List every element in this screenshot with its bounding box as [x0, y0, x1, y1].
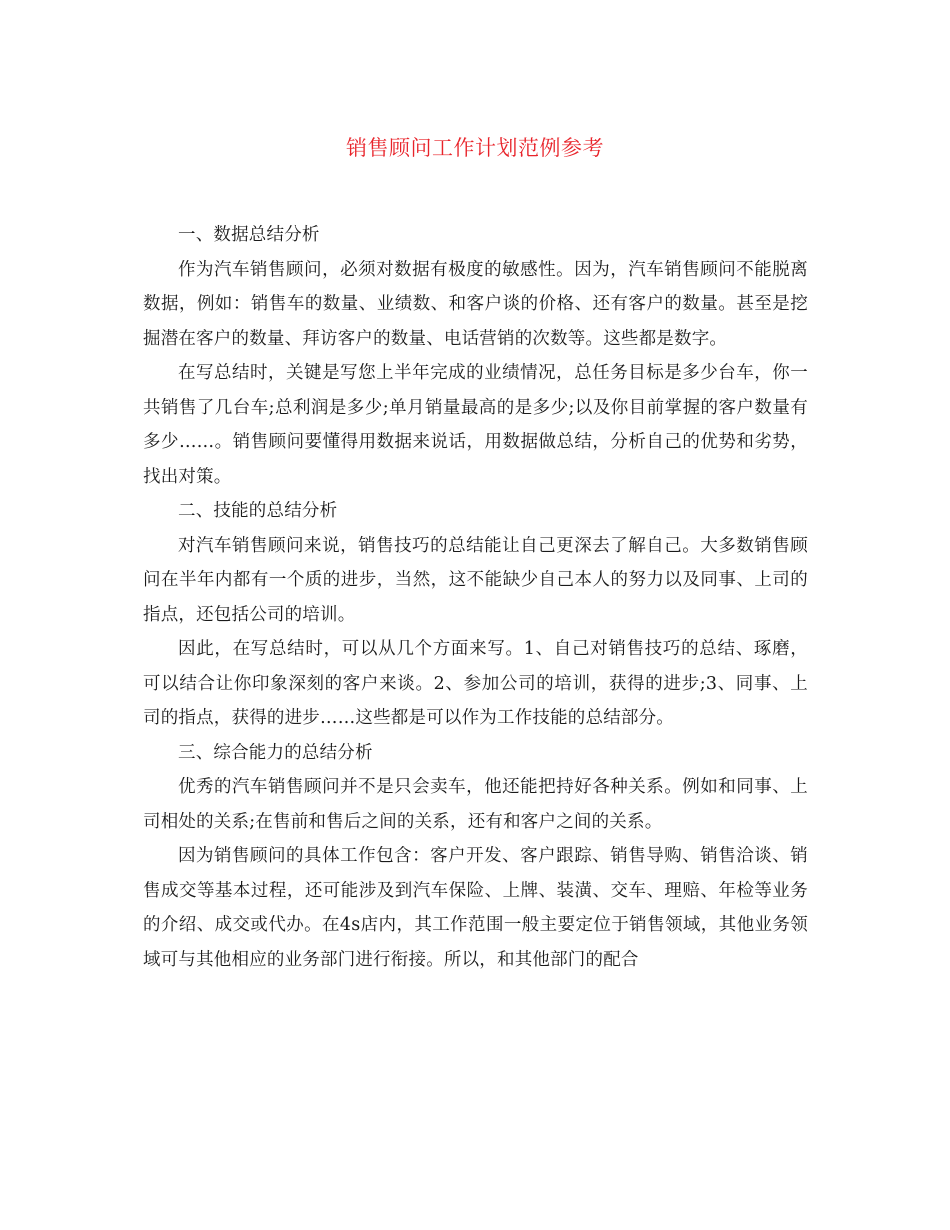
section-heading-overall-ability-analysis: 三、综合能力的总结分析 [178, 742, 373, 763]
paragraph: 因为销售顾问的具体工作包含：客户开发、客户跟踪、销售导购、销售洽谈、销售成交等基本过程，还可能涉及到汽车保险、上牌、装潢、交车、理赔、年检等业务的介绍、成交或代办。在4s店内，其工作范围一般主要定位于销售领域，其他业务领域可与其他相应的业务部门进行衔接。所以，和其他部门的配合 [143, 846, 808, 970]
paragraph: 因此，在写总结时，可以从几个方面来写。1、自己对销售技巧的总结、琢磨，可以结合让你印象深刻的客户来谈。2、参加公司的培训，获得的进步;3、同事、上司的指点，获得的进步……这些都是可以作为工作技能的总结部分。 [143, 639, 808, 728]
paragraph: 对汽车销售顾问来说，销售技巧的总结能让自己更深去了解自己。大多数销售顾问在半年内都有一个质的进步，当然，这不能缺少自己本人的努力以及同事、上司的指点，还包括公司的培训。 [143, 535, 808, 625]
document-title: 销售顾问工作计划范例参考 [346, 136, 604, 160]
paragraph: 优秀的汽车销售顾问并不是只会卖车，他还能把持好各种关系。例如和同事、上司相处的关系;在售前和售后之间的关系，还有和客户之间的关系。 [143, 777, 808, 832]
section-heading-skills-analysis: 二、技能的总结分析 [178, 501, 338, 521]
document-body [143, 218, 808, 977]
section-heading-data-analysis: 一、数据总结分析 [178, 225, 320, 245]
paragraph: 作为汽车销售顾问，必须对数据有极度的敏感性。因为，汽车销售顾问不能脱离数据，例如：销售车的数量、业绩数、和客户谈的价格、还有客户的数量。甚至是挖掘潜在客户的数量、拜访客户的数量、电话营销的次数等。这些都是数字。 [143, 259, 808, 349]
paragraph: 在写总结时，关键是写您上半年完成的业绩情况，总任务目标是多少台车，你一共销售了几台车;总利润是多少;单月销量最高的是多少;以及你目前掌握的客户数量有多少……。销售顾问要懂得用数据来说话，用数据做总结，分析自己的优势和劣势，找出对策。 [143, 363, 808, 487]
